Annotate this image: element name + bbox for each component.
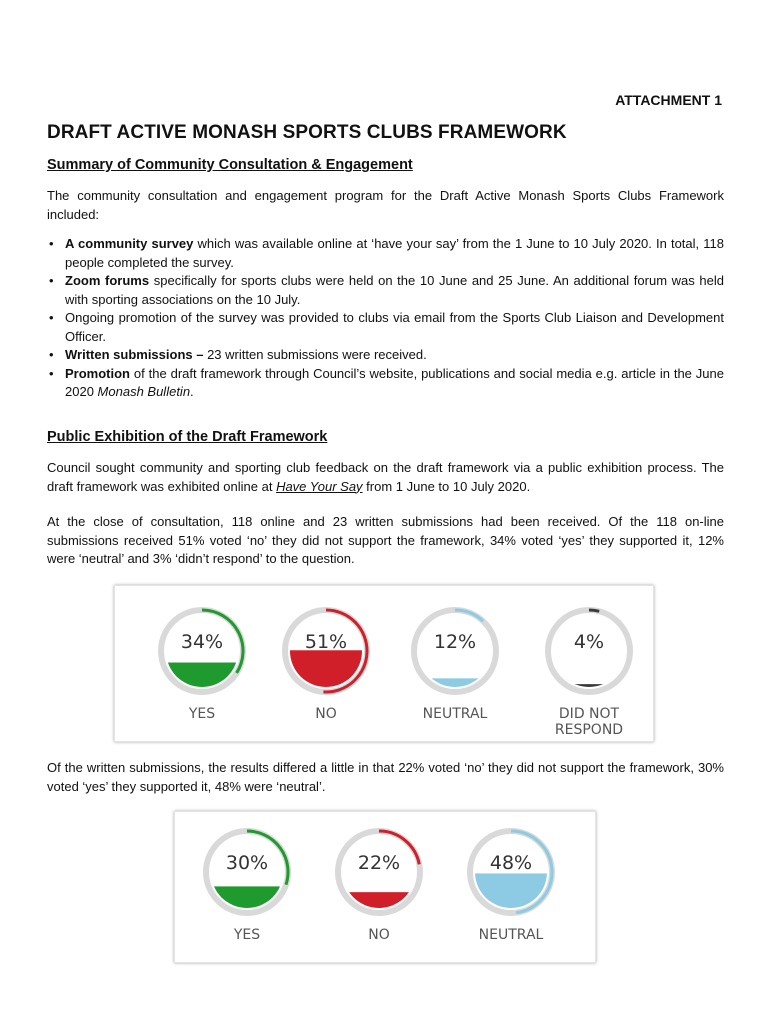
gauge-value-no: 22% <box>357 852 401 874</box>
list-item <box>47 272 724 309</box>
gauge-label-did-not-respond: RESPOND <box>554 722 624 738</box>
list-item-italic: Monash Bulletin <box>97 384 191 399</box>
gauge-yes <box>161 610 243 722</box>
gauge-label-no: NO <box>315 706 337 722</box>
list-item <box>47 346 724 365</box>
list-item <box>47 235 724 272</box>
attachment-label: ATTACHMENT 1 <box>615 92 722 108</box>
list-item-text: of the draft framework through Council’s website, publications and social media e.g. article in the June 2020 <box>65 365 724 399</box>
list-item-text: Ongoing promotion of the survey was provided to clubs via email from the Sports Club Liaison and Development Officer. <box>65 310 724 344</box>
exhibition-text-a: Council sought community and sporting club feedback on the draft framework via a public exhibition process. The draft framework was exhibited online at <box>47 460 724 494</box>
results-paragraph: At the close of consultation, 118 online and 23 written submissions had been received. Of the 118 on-line submissions received 51% voted ‘no’ they did not support the framework, 34% voted ‘yes’ they supported it, 12% were ‘neutral’ and 3% ‘didn’t respond’ to the question. <box>47 514 724 566</box>
gauge-label-neutral: NEUTRAL <box>422 706 488 722</box>
online-results-chart <box>115 586 653 741</box>
list-item-text: which was available online at ‘have your say’ from the 1 June to 10 July 2020. In total, 118 people completed the survey. <box>65 236 724 270</box>
gauge-label-no: NO <box>368 927 390 943</box>
list-item <box>47 365 724 402</box>
written-results-chart <box>175 812 595 962</box>
gauge-value-did-not-respond: 4% <box>573 631 605 653</box>
gauge-value-neutral: 12% <box>433 631 477 653</box>
gauge-arc-did-not-respond <box>589 610 599 611</box>
consultation-list <box>47 235 724 402</box>
list-item-text: specifically for sports clubs were held on the 10 June and 25 June. An additional forum was held with sporting associations on the 10 July. <box>65 273 724 307</box>
written-results-paragraph: Of the written submissions, the results differed a little in that 22% voted ‘no’ they did not support the framework, 30% voted ‘yes’ they supported it, 48% were ‘neutral’. <box>47 760 724 794</box>
list-item-bold: Promotion <box>65 365 130 381</box>
written-results-panel <box>174 811 596 963</box>
have-your-say-link[interactable]: Have Your Say <box>276 478 363 494</box>
gauge-value-neutral: 48% <box>489 852 533 874</box>
section-heading-exhibition: Public Exhibition of the Draft Framework <box>47 429 328 445</box>
gauge-label-yes: YES <box>233 927 261 943</box>
section-heading-consultation: Summary of Community Consultation & Engagement <box>47 157 413 173</box>
list-item-text: 23 written submissions were received. <box>203 347 427 362</box>
online-results-panel <box>114 585 654 742</box>
gauge-no <box>285 610 367 722</box>
gauge-neutral <box>414 610 496 722</box>
document-title: DRAFT ACTIVE MONASH SPORTS CLUBS FRAMEWORK <box>47 122 567 143</box>
list-item-bold: Written submissions – <box>65 347 204 362</box>
gauge-value-yes: 34% <box>180 631 224 653</box>
gauge-yes <box>206 831 288 943</box>
gauge-did-not-respond <box>548 610 630 738</box>
list-item-bold: Zoom forums <box>65 273 150 288</box>
exhibition-paragraph <box>47 459 724 496</box>
intro-paragraph: The community consultation and engagement program for the Draft Active Monash Sports Clubs Framework included: <box>47 188 724 222</box>
gauge-label-did-not-respond: DID NOT <box>558 706 620 722</box>
gauge-value-yes: 30% <box>225 852 269 874</box>
list-item <box>47 309 724 346</box>
gauge-label-yes: YES <box>188 706 216 722</box>
gauge-label-neutral: NEUTRAL <box>478 927 544 943</box>
gauge-no <box>338 831 420 943</box>
list-item-tail: . <box>190 384 194 399</box>
list-item-bold: A community survey <box>65 236 194 251</box>
gauge-value-no: 51% <box>304 631 348 653</box>
exhibition-text-b: from 1 June to 10 July 2020. <box>362 478 531 494</box>
gauge-neutral <box>470 831 552 943</box>
